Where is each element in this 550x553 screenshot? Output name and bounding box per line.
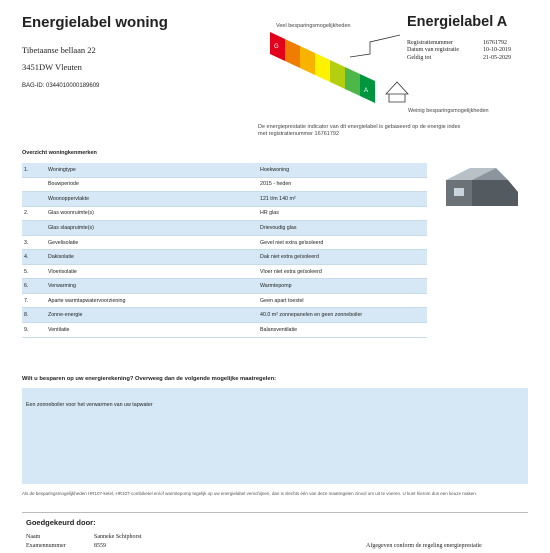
feature-value: Gevel niet extra geïsoleerd: [258, 235, 427, 250]
feature-value: 121 t/m 140 m²: [258, 192, 427, 207]
feature-num: 1.: [22, 163, 46, 177]
feature-value: Balansventilatie: [258, 323, 427, 338]
energy-class-letter-g: G: [274, 44, 279, 50]
table-row: [22, 221, 427, 236]
feature-num: 4.: [22, 250, 46, 265]
house-window: [454, 188, 464, 196]
feature-num: 3.: [22, 235, 46, 250]
feature-name: Dakisolatie: [46, 250, 258, 265]
table-row: [22, 264, 427, 279]
feature-num: 6.: [22, 279, 46, 294]
features-table: [22, 163, 427, 338]
feature-name: Verwarming: [46, 279, 258, 294]
feature-value: HR glas: [258, 206, 427, 221]
table-row: [22, 206, 427, 221]
feature-name: Vloerisolatie: [46, 264, 258, 279]
label-description: De energieprestatie indicator van dit energielabel is gebaseerd op de energie index met registratienummer 16761792: [258, 124, 461, 137]
feature-name: Glas slaapruimte(s): [46, 221, 258, 236]
advice-measure: Een zonneboiler voor het verwarmen van uw tapwater: [26, 402, 153, 408]
registration-date-row: Datum van registratie 10-10-2019: [407, 47, 511, 54]
feature-value: Dak niet extra geïsoleerd: [258, 250, 427, 265]
feature-num: [22, 221, 46, 236]
approved-heading: Goedgekeurd door:: [26, 518, 96, 527]
street-address: Tibetaanse bellaan 22: [22, 45, 96, 55]
house-wall-side: [472, 180, 518, 206]
advice-box: [22, 388, 528, 484]
table-row: [22, 177, 427, 192]
few-potential-label: Weinig besparingsmogelijkheden: [408, 108, 489, 114]
table-row: [22, 293, 427, 308]
bag-id: BAG-ID: 0344010000189609: [22, 83, 100, 89]
feature-num: 5.: [22, 264, 46, 279]
feature-num: [22, 192, 46, 207]
feature-num: [22, 177, 46, 192]
energy-label-graphic: [270, 32, 418, 112]
registration-number-row: Registratienummer 16761792: [407, 40, 507, 46]
feature-name: Bouwperiode: [46, 177, 258, 192]
feature-name: Aparte warmtapwatervoorziening: [46, 293, 258, 308]
feature-name: Gevelisolatie: [46, 235, 258, 250]
house-icon: [386, 82, 408, 102]
approver-name-row: Naam Sanneke Schiphorst: [26, 534, 142, 540]
house-illustration: [444, 162, 520, 210]
exam-number-row: Examennummer 8559: [26, 543, 106, 549]
table-row: [22, 192, 427, 207]
table-row: [22, 250, 427, 265]
conform-statement: Afgegeven conform de regeling energieprestatie: [366, 543, 482, 549]
feature-name: Ventilatie: [46, 323, 258, 338]
energy-class-bar: [285, 39, 300, 68]
footnote: Als de besparingsmogelijkheden HR107-ketel, HR107-combiketel en/of warmtepomp tegelijk op uw energielabel verschijnen, dan is slechts één van deze maatregelen zinvol om uit te voeren. U kunt hierom dus een keuze maken.: [22, 491, 477, 496]
table-row: [22, 279, 427, 294]
table-row: [22, 308, 427, 323]
energy-class-bar: [315, 53, 330, 82]
feature-value: Warmtepomp: [258, 279, 427, 294]
feature-value: Drievoudig glas: [258, 221, 427, 236]
table-row: [22, 323, 427, 338]
feature-num: 7.: [22, 293, 46, 308]
more-potential-label: Veel besparingsmogelijkheden: [276, 23, 351, 29]
pointer-line: [350, 35, 400, 57]
table-row: [22, 163, 427, 177]
page-title: Energielabel woning: [22, 14, 168, 31]
features-heading: Overzicht woningkenmerken: [22, 150, 97, 156]
energy-class-bar: [330, 60, 345, 89]
advice-question: Wilt u besparen op uw energierekening? Overweeg dan de volgende mogelijke maatregelen:: [22, 376, 277, 382]
registration-block: [407, 40, 511, 62]
feature-num: 2.: [22, 206, 46, 221]
feature-value: Vloer niet extra geïsoleerd: [258, 264, 427, 279]
valid-until-row: Geldig tot 21-05-2029: [407, 54, 511, 61]
feature-name: Glas woonruimte(s): [46, 206, 258, 221]
energy-class-bar: [345, 67, 360, 96]
feature-value: Hoekwoning: [258, 163, 427, 177]
energy-label-title: Energielabel A: [407, 14, 508, 30]
city-address: 3451DW Vleuten: [22, 62, 82, 72]
feature-value: Geen apart toestel: [258, 293, 427, 308]
energy-class-letter-a: A: [364, 88, 369, 94]
feature-value: 2015 - heden: [258, 177, 427, 192]
feature-num: 9.: [22, 323, 46, 338]
feature-name: Woningtype: [46, 163, 258, 177]
energy-class-bar: [300, 46, 315, 75]
feature-name: Woonoppervlakte: [46, 192, 258, 207]
table-row: [22, 235, 427, 250]
feature-value: 40.0 m² zonnepanelen en geen zonneboiler: [258, 308, 427, 323]
feature-num: 8.: [22, 308, 46, 323]
feature-name: Zonne-energie: [46, 308, 258, 323]
